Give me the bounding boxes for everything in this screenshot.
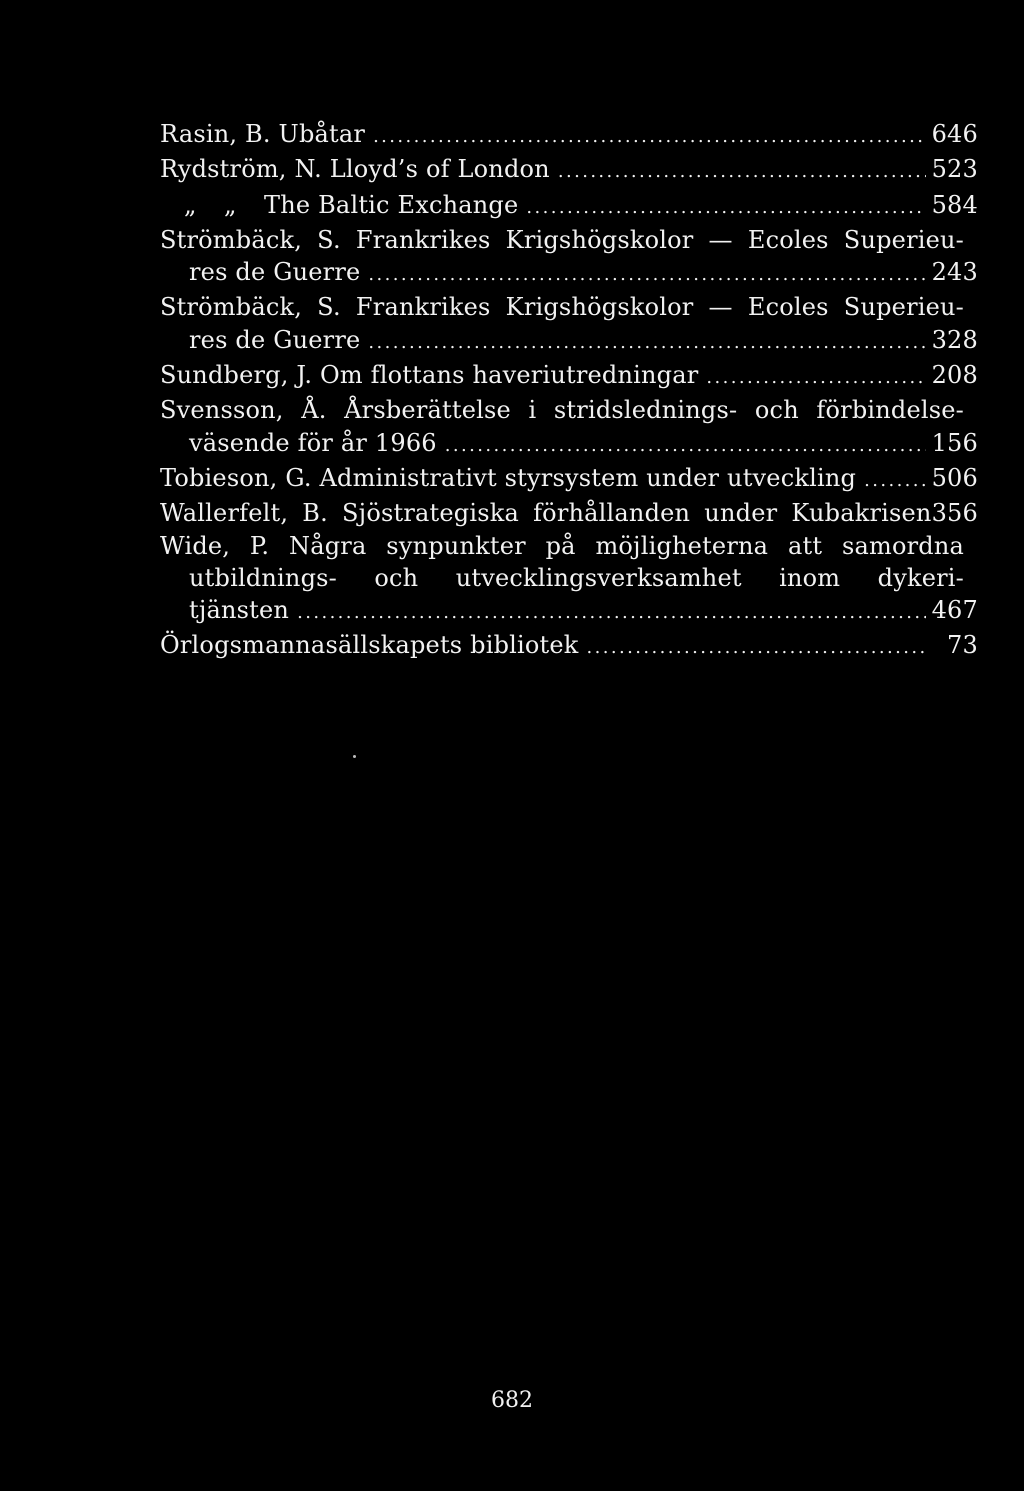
leader-dots xyxy=(706,362,925,394)
ditto-mark: „ xyxy=(224,190,237,219)
author-index xyxy=(160,118,978,665)
leader-dots xyxy=(864,465,926,497)
page-number: 73 xyxy=(947,631,978,660)
page-number: 208 xyxy=(931,361,978,390)
index-entry xyxy=(160,629,978,664)
leader-dots xyxy=(526,192,925,224)
page-number: 156 xyxy=(931,428,978,457)
entry-text: Sundberg, J. Om flottans haveriutredningar xyxy=(160,361,699,390)
entry-text-continued: utbildnings- och utvecklingsverksamhet inom dykeri- xyxy=(189,563,964,592)
entry-text: Strömbäck, S. Frankrikes Krigshögskolor — Ecoles Superieu- xyxy=(160,293,964,322)
entry-text: Svensson, Å. Årsberättelse i stridslednings- och förbindelse- xyxy=(160,396,964,425)
index-entry xyxy=(160,530,978,630)
index-entry xyxy=(160,189,978,224)
entry-text: Wallerfelt, B. Sjöstrategiska förhållanden under Kubakrisen xyxy=(160,499,932,528)
page-number: 243 xyxy=(931,258,978,287)
page-number: 646 xyxy=(931,120,978,148)
entry-title: The Baltic Exchange xyxy=(264,190,519,219)
index-entry xyxy=(160,394,978,462)
leader-dots xyxy=(368,259,925,291)
entry-text-continued: tjänsten xyxy=(189,596,290,625)
entry-text: Tobieson, G. Administrativt styrsystem under utveckling xyxy=(160,463,857,492)
index-entry xyxy=(160,462,978,497)
index-entry xyxy=(160,153,978,188)
index-entry xyxy=(160,359,978,394)
page-number: 523 xyxy=(931,155,978,184)
print-speck xyxy=(353,755,356,758)
entry-text: Wide, P. Några synpunkter på möjligheterna att samordna xyxy=(160,531,964,560)
entry-text-continued: res de Guerre xyxy=(189,258,361,287)
page-number: 328 xyxy=(931,325,978,354)
entry-text: Strömbäck, S. Frankrikes Krigshögskolor — Ecoles Superieu- xyxy=(160,225,964,254)
entry-text-continued: väsende för år 1966 xyxy=(189,428,437,457)
leader-dots xyxy=(445,430,926,462)
page-folio: 682 xyxy=(491,1388,533,1413)
page-number: 584 xyxy=(931,190,978,219)
index-entry xyxy=(160,291,978,359)
leader-dots xyxy=(558,156,926,188)
page-number: 467 xyxy=(931,596,978,625)
page-number: 506 xyxy=(931,463,978,492)
entry-text: Rydström, N. Lloyd’s of London xyxy=(160,155,550,184)
entry-text-continued: res de Guerre xyxy=(189,325,361,354)
index-entry xyxy=(160,118,978,153)
leader-dots xyxy=(297,597,926,629)
leader-dots xyxy=(373,121,926,153)
index-entry xyxy=(160,497,978,529)
entry-text: Örlogsmannasällskapets bibliotek xyxy=(160,631,579,660)
entry-text xyxy=(160,189,518,221)
entry-text: Rasin, B. Ubåtar xyxy=(160,120,366,148)
leader-dots xyxy=(368,327,925,359)
index-entry xyxy=(160,224,978,292)
leader-dots xyxy=(587,632,928,664)
page-number: 356 xyxy=(931,499,978,528)
ditto-mark: „ xyxy=(184,190,197,219)
